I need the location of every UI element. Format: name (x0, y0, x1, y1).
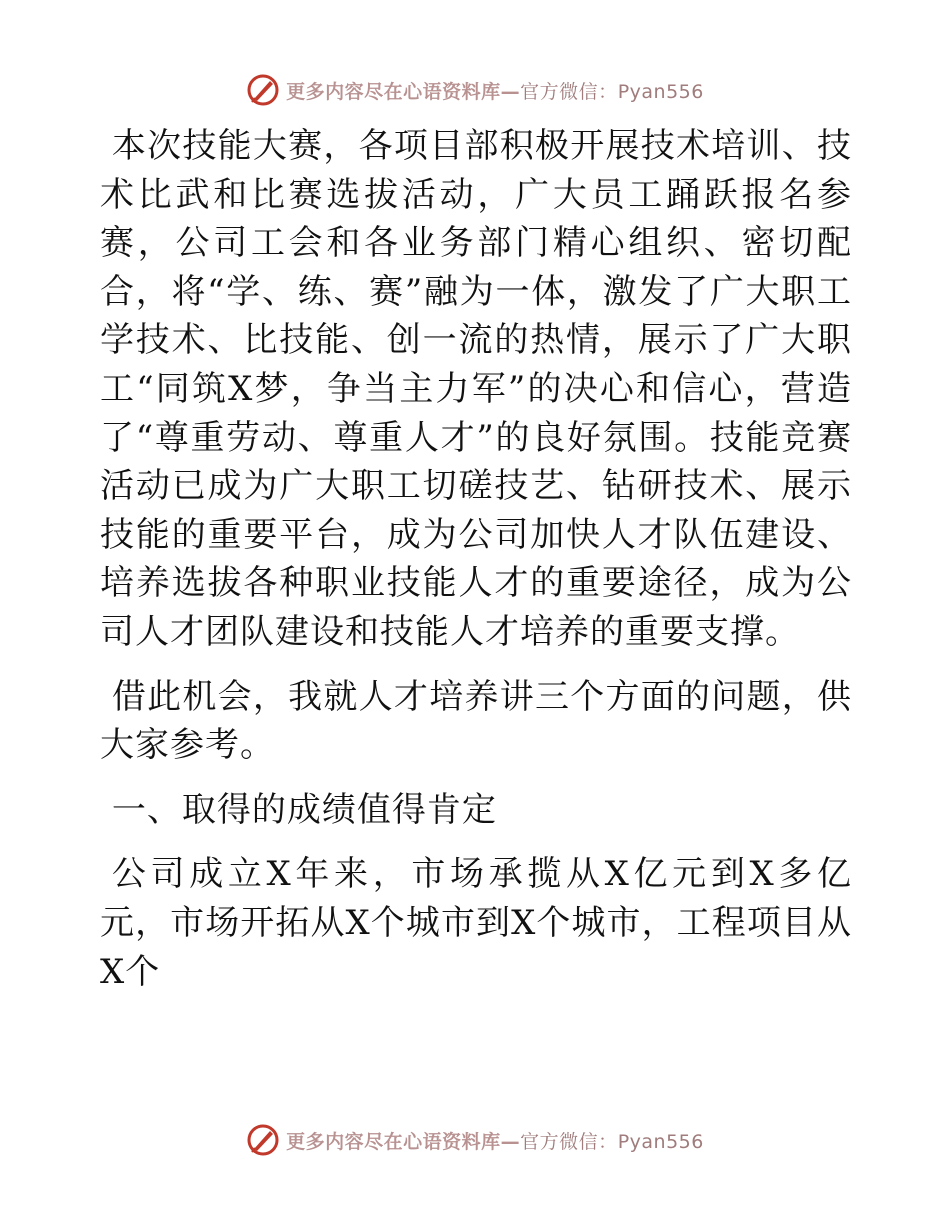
footer-wechat-id: Pyan556 (617, 1130, 704, 1153)
header-banner (0, 70, 950, 110)
header-wechat-id: Pyan556 (617, 80, 704, 103)
footer-brand-text: 更多内容尽在心语资料库 (286, 1130, 501, 1153)
footer-dash: — (500, 1130, 521, 1153)
footer-banner (0, 1120, 950, 1160)
section-heading: 一、取得的成绩值得肯定 (111, 789, 497, 830)
paragraph-1: 本次技能大赛，各项目部积极开展技术培训、技术比武和比赛选拔活动，广大员工踊跃报名参赛，公司工会和各业务部门精心组织、密切配合，将“学、练、赛”融为一体，激发了广大职工学技术、比技能、创一流的热情，展示了广大职工“同筑X梦，争当主力军”的决心和信心，营造了“尊重劳动、尊重人才”的良好氛围。技能竞赛活动已成为广大职工切磋技艺、钻研技术、展示技能的重要平台，成为公司加快人才队伍建设、培养选拔各种职业技能人才的重要途径，成为公司人才团队建设和技能人才培养的重要支撑。 (100, 126, 852, 652)
document-body (100, 122, 852, 996)
paragraph-2: 借此机会，我就人才培养讲三个方面的问题，供大家参考。 (100, 676, 852, 766)
paragraph-3: 公司成立X年来，市场承揽从X亿元到X多亿元，市场开拓从X个城市到X个城市，工程项目从X个 (100, 854, 852, 992)
quill-logo-icon (246, 1123, 280, 1157)
quill-logo-icon (246, 73, 280, 107)
header-dash: — (500, 80, 521, 103)
footer-wechat-label: 官方微信： (520, 1130, 618, 1153)
header-wechat-label: 官方微信： (520, 80, 618, 103)
header-brand-text: 更多内容尽在心语资料库 (286, 80, 501, 103)
